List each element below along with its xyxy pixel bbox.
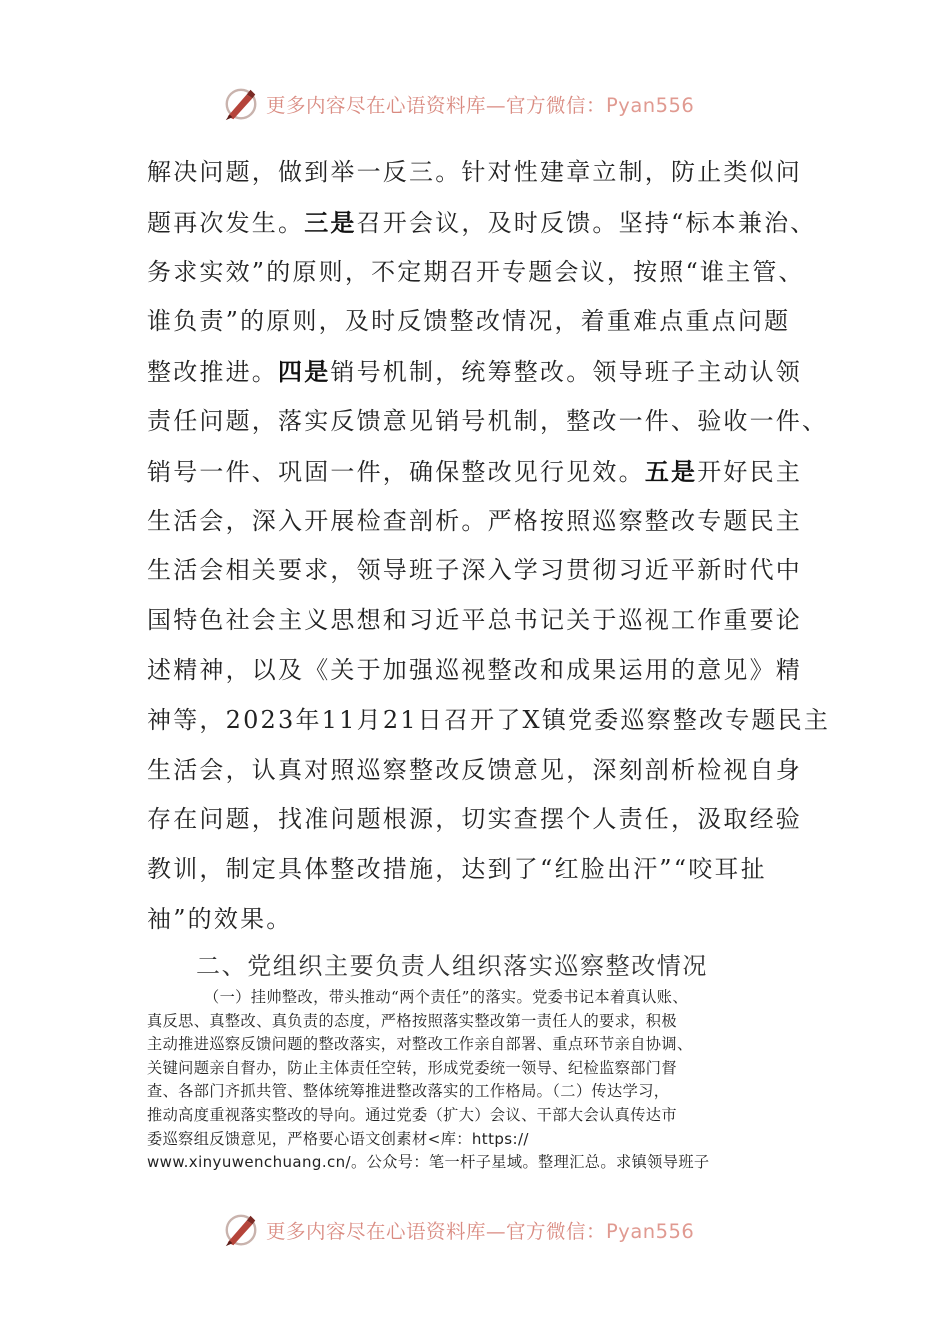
text-line: 神等，2023年11月21日召开了X镇党委巡察整改专题民主	[147, 705, 831, 734]
body-paragraph	[147, 148, 831, 945]
small-text-line: 关键问题亲自督办，防止主体责任空转，形成党委统一领导、纪检监察部门督	[147, 1058, 677, 1077]
text-line: 整改推进。四是销号机制，统筹整改。领导班子主动认领	[147, 357, 803, 387]
text-line: 生活会相关要求，领导班子深入学习贯彻习近平新时代中	[147, 556, 802, 585]
small-text-line: 主动推进巡察反馈问题的整改落实，对整改工作亲自部署、重点环节亲自协调、	[147, 1035, 693, 1054]
source-url-part: https://	[471, 1129, 529, 1148]
bold-marker: 四是	[278, 357, 331, 387]
small-text-line: 推动高度重视落实整改的导向。通过党委（扩大）会议、干部大会认真传达市	[147, 1105, 677, 1124]
text-line: 销号一件、巩固一件，确保整改见行见效。五是开好民主	[147, 456, 803, 486]
banner-wechat-id: Pyan556	[606, 1220, 695, 1243]
source-url: www.xinyuwenchuang.cn/	[147, 1153, 351, 1172]
text-line: 务求实效”的原则，不定期召开专题会议，按照“谁主管、	[147, 257, 805, 286]
text-line: 袖”的效果。	[147, 904, 293, 933]
text-line: 题再次发生。三是召开会议，及时反馈。坚持“标本兼治、	[147, 207, 817, 237]
footer-watermark-banner	[0, 1208, 950, 1252]
text-line: 解决问题，做到举一反三。针对性建章立制，防止类似问	[147, 158, 802, 186]
pen-nib-logo-icon	[222, 1211, 260, 1249]
text-line: 存在问题，找准问题根源，切实查摆个人责任，汲取经验	[147, 805, 802, 834]
small-text-line: 真反思、真整改、真负责的态度，严格按照落实整改第一责任人的要求，积极	[147, 1011, 677, 1030]
pen-nib-logo-icon	[222, 85, 260, 123]
bold-marker: 五是	[644, 456, 698, 486]
small-text-line: www.xinyuwenchuang.cn/。公众号：笔一杆子星域。整理汇总。求镇领导班子	[147, 1153, 710, 1172]
text-line: 责任问题，落实反馈意见销号机制，整改一件、验收一件、	[147, 406, 829, 435]
text-line: 谁负责”的原则，及时反馈整改情况，着重难点重点问题	[147, 307, 791, 336]
small-print-paragraph	[147, 986, 807, 1175]
banner-text: 更多内容尽在心语资料库—官方微信：Pyan556	[266, 1220, 695, 1243]
bold-marker: 三是	[304, 207, 357, 237]
banner-text: 更多内容尽在心语资料库—官方微信：Pyan556	[266, 94, 695, 117]
section-heading: 二、党组织主要负责人组织落实巡察整改情况	[196, 952, 708, 980]
text-line: 述精神，以及《关于加强巡视整改和成果运用的意见》精	[147, 655, 802, 684]
header-watermark-banner	[0, 82, 950, 126]
small-text-line: 查、各部门齐抓共管、整体统筹推进整改落实的工作格局。（二）传达学习，	[147, 1082, 670, 1101]
small-text-line: 委巡察组反馈意见，严格要心语文创素材<库：https://	[147, 1129, 529, 1148]
text-line: 生活会，认真对照巡察整改反馈意见，深刻剖析检视自身	[147, 755, 802, 784]
small-text-line: （一）挂帅整改，带头推动“两个责任”的落实。党委书记本着真认账、	[204, 988, 688, 1006]
text-line: 教训，制定具体整改措施，达到了“红脸出汗”“咬耳扯	[147, 855, 767, 884]
banner-wechat-id: Pyan556	[606, 94, 695, 117]
text-line: 生活会，深入开展检查剖析。严格按照巡察整改专题民主	[147, 506, 802, 535]
text-line: 国特色社会主义思想和习近平总书记关于巡视工作重要论	[147, 606, 802, 635]
